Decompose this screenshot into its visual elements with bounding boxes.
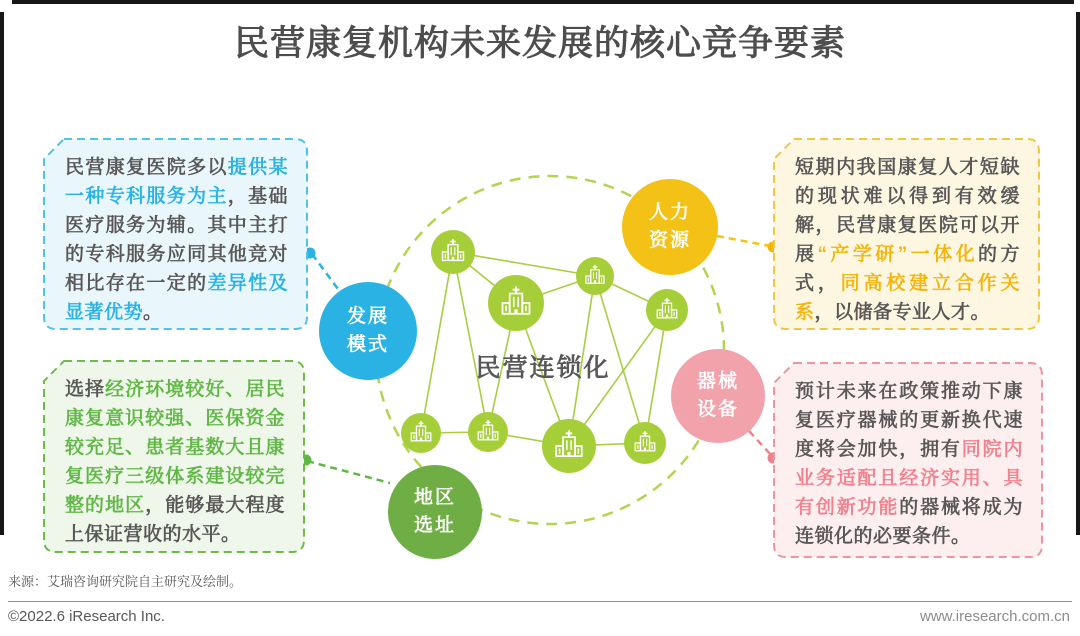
note-segment: 的器械将成为连锁化的必要条件。 — [795, 497, 1023, 547]
hospital-node — [624, 422, 666, 464]
note-segment: ，基础医疗服务为辅。其中主打的专科服务应同其他竞对相比存在一定的 — [65, 186, 288, 294]
factor-circle-equipment — [671, 349, 765, 443]
note-text — [773, 362, 1043, 551]
note-development-model — [43, 138, 308, 330]
note-text — [43, 138, 308, 327]
factor-label-line: 器械 — [696, 371, 739, 392]
note-segment: 预计未来在政策推动下康复医疗器械的更新换代速度将会加快，拥有 — [795, 381, 1023, 460]
center-label: 民营连锁化 — [475, 354, 611, 382]
note-highlight: 同高校建立合作关系 — [795, 273, 1020, 323]
note-text — [773, 138, 1040, 327]
hospital-node — [431, 230, 475, 274]
factor-label-line: 选址 — [413, 515, 456, 536]
hospital-node — [468, 412, 508, 452]
note-text — [43, 360, 305, 549]
note-location — [43, 360, 305, 553]
note-segment: ，能够最大程度上保证营收的水平。 — [65, 495, 285, 545]
factor-circle-human-resources — [622, 179, 718, 275]
note-highlight: 经济环境较好、居民康复意识较强、医保资金较充足、患者基数大且康复医疗三级体系建设较完整的地区 — [65, 379, 285, 516]
note-segment: ，以储备专业人才。 — [814, 302, 991, 323]
footer-website: www.iresearch.com.cn — [919, 608, 1070, 625]
note-highlight: 提供某一种专科服务为主 — [65, 157, 288, 207]
source-note: 来源：艾瑞咨询研究院自主研究及绘制。 — [8, 574, 243, 589]
factor-circle-development-model — [319, 282, 417, 380]
hospital-node — [576, 257, 614, 295]
note-segment: 的方式， — [795, 244, 1020, 294]
note-highlight: 差异性及显著优势 — [65, 273, 288, 323]
note-equipment — [773, 362, 1043, 558]
factor-circle-location — [388, 465, 482, 559]
factor-label-line: 模式 — [346, 334, 389, 355]
hospital-node — [542, 419, 596, 473]
note-highlight: “产学研”一体化 — [817, 244, 979, 265]
factor-label-line: 资源 — [648, 230, 691, 251]
note-human-resources — [773, 138, 1040, 330]
factor-label-line: 设备 — [696, 399, 739, 420]
hospital-node — [646, 289, 688, 331]
footer-divider — [8, 601, 1072, 602]
note-segment: 选择 — [65, 379, 106, 400]
factor-label-line: 地区 — [413, 487, 456, 508]
footer-copyright: ©2022.6 iResearch Inc. — [8, 608, 165, 625]
note-highlight: 同院内业务适配且经济实用、具有创新功能 — [795, 439, 1023, 518]
hospital-node — [401, 413, 441, 453]
page-title: 民营康复机构未来发展的核心竞争要素 — [233, 24, 846, 63]
hospital-node — [488, 275, 544, 331]
note-segment: 。 — [143, 302, 163, 323]
note-segment: 民营康复医院多以 — [65, 157, 228, 178]
factor-label-line: 发展 — [346, 306, 389, 327]
factor-label-line: 人力 — [648, 202, 691, 223]
note-segment: 短期内我国康复人才短缺的现状难以得到有效缓解，民营康复医院可以开展 — [795, 157, 1020, 265]
